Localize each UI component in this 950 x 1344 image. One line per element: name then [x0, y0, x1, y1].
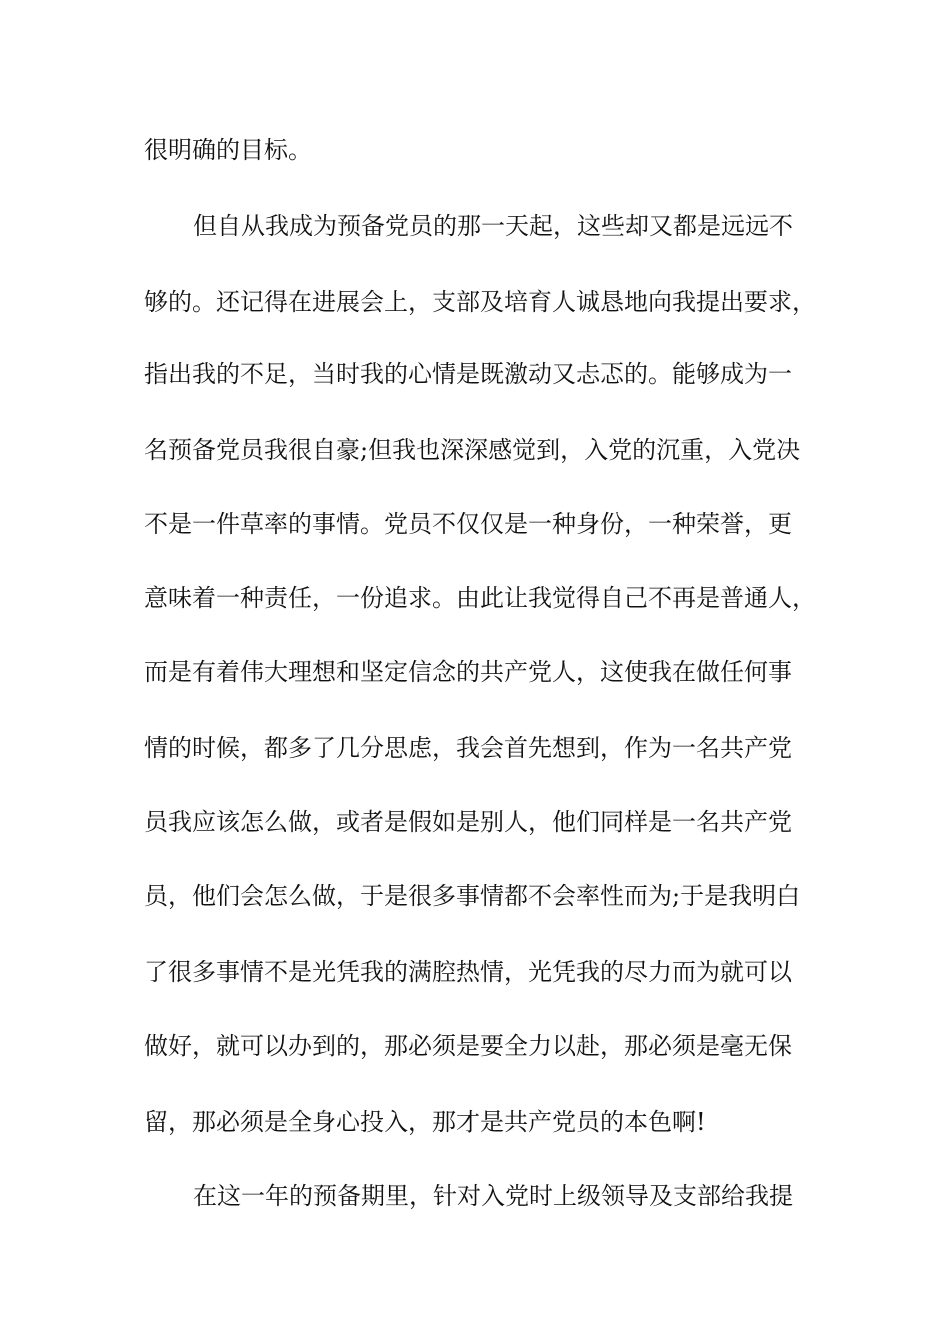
text-line: 够的。还记得在进展会上，支部及培育人诚恳地向我提出要求， — [144, 288, 816, 316]
text-line: 留，那必须是全身心投入，那才是共产党员的本色啊! — [144, 1108, 706, 1136]
paragraph-first-line: 在这一年的预备期里，针对入党时上级领导及支部给我提 — [193, 1182, 793, 1210]
text-line: 名预备党员我很自豪;但我也深深感觉到，入党的沉重，入党决 — [144, 436, 801, 464]
text-line: 而是有着伟大理想和坚定信念的共产党人，这使我在做任何事 — [144, 658, 792, 686]
text-line: 员我应该怎么做，或者是假如是别人，他们同样是一名共产党 — [144, 808, 792, 836]
text-line: 了很多事情不是光凭我的满腔热情，光凭我的尽力而为就可以 — [144, 958, 792, 986]
text-line: 意味着一种责任，一份追求。由此让我觉得自己不再是普通人， — [144, 584, 816, 612]
text-line: 指出我的不足，当时我的心情是既激动又忐忑的。能够成为一 — [144, 360, 792, 388]
paragraph-first-line: 但自从我成为预备党员的那一天起，这些却又都是远远不 — [193, 212, 793, 240]
text-line: 做好，就可以办到的，那必须是要全力以赴，那必须是毫无保 — [144, 1032, 792, 1060]
text-line: 员，他们会怎么做，于是很多事情都不会率性而为;于是我明白 — [144, 882, 801, 910]
text-line: 不是一件草率的事情。党员不仅仅是一种身份，一种荣誉，更 — [144, 510, 792, 538]
text-line: 很明确的目标。 — [144, 136, 312, 164]
text-line: 情的时候，都多了几分思虑，我会首先想到，作为一名共产党 — [144, 734, 792, 762]
